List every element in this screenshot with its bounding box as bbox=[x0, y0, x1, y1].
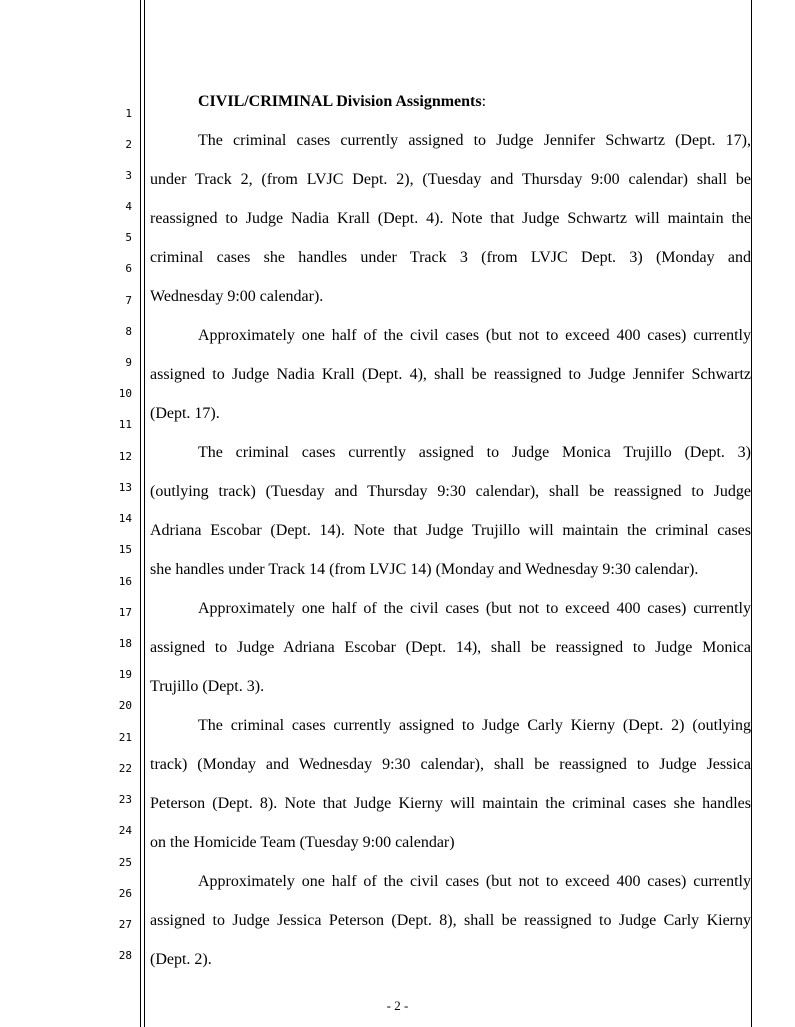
paragraph-line: (Dept. 17). bbox=[150, 405, 220, 422]
line-number: 2 bbox=[125, 138, 132, 151]
line-number: 18 bbox=[118, 637, 132, 650]
paragraph-line: Trujillo (Dept. 3). bbox=[150, 678, 265, 695]
line-number: 20 bbox=[118, 699, 132, 712]
page-number: - 2 - bbox=[386, 998, 409, 1013]
paragraph-line: assigned to Judge Nadia Krall (Dept. 4), shall be reassigned to Judge Jennifer Schwartz bbox=[150, 366, 751, 383]
line-number: 8 bbox=[125, 325, 132, 338]
paragraph-line: The criminal cases currently assigned to Judge Monica Trujillo (Dept. 3) bbox=[198, 444, 751, 461]
paragraph-line: Peterson (Dept. 8). Note that Judge Kierny will maintain the criminal cases she handles bbox=[150, 795, 751, 812]
paragraph-line: The criminal cases currently assigned to Judge Carly Kierny (Dept. 2) (outlying bbox=[198, 717, 751, 734]
section-heading-title: CIVIL/CRIMINAL Division Assignments bbox=[198, 93, 482, 110]
paragraph-line: she handles under Track 14 (from LVJC 14) (Monday and Wednesday 9:30 calendar). bbox=[150, 561, 699, 578]
section-heading bbox=[150, 92, 751, 112]
line-number: 23 bbox=[118, 793, 132, 806]
line-number: 3 bbox=[125, 169, 132, 182]
paragraph-line: assigned to Judge Jessica Peterson (Dept. 8), shall be reassigned to Judge Carly Kierny bbox=[150, 912, 751, 929]
section-heading-colon: : bbox=[481, 93, 487, 110]
paragraph-line: Adriana Escobar (Dept. 14). Note that Judge Trujillo will maintain the criminal cases bbox=[150, 522, 751, 539]
paragraph-line: on the Homicide Team (Tuesday 9:00 calendar) bbox=[150, 834, 455, 851]
paragraph-line: assigned to Judge Adriana Escobar (Dept. 14), shall be reassigned to Judge Monica bbox=[150, 639, 751, 656]
line-number: 25 bbox=[118, 856, 132, 869]
line-number: 4 bbox=[125, 200, 132, 213]
paragraph-line: (Dept. 2). bbox=[150, 951, 212, 968]
line-number: 19 bbox=[118, 668, 132, 681]
line-number: 26 bbox=[118, 887, 132, 900]
paragraph-line: The criminal cases currently assigned to Judge Jennifer Schwartz (Dept. 17), bbox=[198, 132, 751, 149]
line-number: 7 bbox=[125, 294, 132, 307]
line-number: 13 bbox=[118, 481, 132, 494]
paragraph-line: track) (Monday and Wednesday 9:30 calendar), shall be reassigned to Judge Jessica bbox=[150, 756, 751, 773]
line-number: 1 bbox=[125, 107, 132, 120]
line-number: 16 bbox=[118, 575, 132, 588]
line-number: 12 bbox=[118, 450, 132, 463]
paragraph-line: criminal cases she handles under Track 3 (from LVJC Dept. 3) (Monday and bbox=[150, 249, 751, 266]
line-number: 5 bbox=[125, 231, 132, 244]
line-number: 24 bbox=[118, 824, 132, 837]
line-number: 6 bbox=[125, 262, 132, 275]
paragraph-line: under Track 2, (from LVJC Dept. 2), (Tuesday and Thursday 9:00 calendar) shall be bbox=[150, 171, 751, 188]
line-number: 27 bbox=[118, 918, 132, 931]
line-number: 15 bbox=[118, 543, 132, 556]
right-margin-rule bbox=[751, 0, 752, 1027]
paragraph-line: Wednesday 9:00 calendar). bbox=[150, 288, 324, 305]
line-number: 10 bbox=[118, 387, 132, 400]
paragraph-line: Approximately one half of the civil cases (but not to exceed 400 cases) currently bbox=[198, 327, 751, 344]
line-number: 21 bbox=[118, 731, 132, 744]
paragraph-line: (outlying track) (Tuesday and Thursday 9:30 calendar), shall be reassigned to Judge bbox=[150, 483, 751, 500]
line-number: 14 bbox=[118, 512, 132, 525]
paragraph-line: reassigned to Judge Nadia Krall (Dept. 4). Note that Judge Schwartz will maintain the bbox=[150, 210, 751, 227]
line-number: 11 bbox=[118, 418, 132, 431]
paragraph-line: Approximately one half of the civil cases (but not to exceed 400 cases) currently bbox=[198, 873, 751, 890]
line-number: 9 bbox=[125, 356, 132, 369]
line-number: 22 bbox=[118, 762, 132, 775]
left-margin-rule-inner bbox=[144, 0, 145, 1027]
paragraph-line: Approximately one half of the civil cases (but not to exceed 400 cases) currently bbox=[198, 600, 751, 617]
left-margin-rule-outer bbox=[140, 0, 141, 1027]
line-number: 28 bbox=[118, 949, 132, 962]
line-number: 17 bbox=[118, 606, 132, 619]
